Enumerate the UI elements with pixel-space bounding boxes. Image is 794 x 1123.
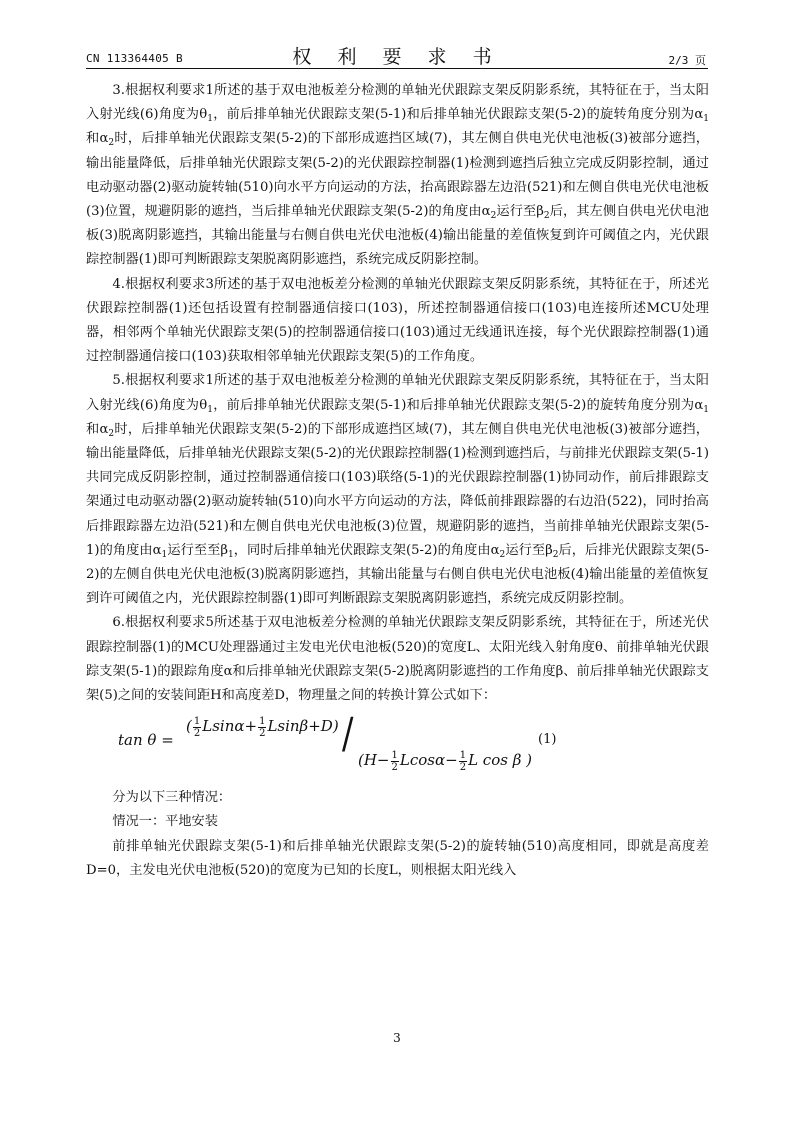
claim-3-sub-2: 1	[703, 114, 709, 125]
claim-5-sub-6: 2	[499, 549, 506, 560]
claim-5-text-1: 5.根据权利要求1所述的基于双电池板差分检测的单轴光伏跟踪支架反阴影系统，其特征在于，当太阳入射光线(6)角度为θ	[86, 373, 709, 413]
claim-3-sub-4: 2	[490, 211, 497, 222]
half-den-1: 2	[193, 727, 201, 739]
header-page-indicator: 2/3 页	[668, 54, 706, 67]
formula-num-open: (	[186, 717, 192, 736]
claim-6: 6.根据权利要求5所述基于双电池板差分检测的单轴光伏跟踪支架反阴影系统，其特征在于，所述光伏跟踪控制器(1)的MCU处理器通过主发电光伏电池板(520)的宽度L、太阳光线入射角度θ、前排单轴光伏跟踪支架(5-1)的跟踪角度α和后排单轴光伏跟踪支架(5-2)脱离阴影遮挡的工作角度β、前后排单轴光伏跟踪支架(5)之间的安装间距H和高度差D，物理量之间的转换计算公式如下：	[86, 615, 709, 704]
claim-5-text-5: 运行至至β	[167, 542, 228, 558]
claim-5-sub-4: 1	[161, 549, 168, 560]
header-title: 权 利 要 求 书	[292, 46, 502, 68]
formula-den-term-2: L cos β )	[468, 751, 532, 770]
half-den-2: 2	[259, 727, 266, 739]
claim-5-text-2: ，前后排单轴光伏跟踪支架(5-1)和后排单轴光伏跟踪支架(5-2)的旋转角度分别为α	[212, 397, 704, 413]
claim-3-text-3: 和α	[86, 131, 109, 147]
claim-5-text-8: 后，后排光伏跟踪支架(5-2)的左侧自供电光伏电池板(3)脱离阴影遮挡，其输出能量与右侧自供电光伏电池板(4)输出能量的差值恢复到许可阈值之内，光伏跟踪控制器(1)即可判断跟踪支架脱离阴影遮挡，系统完成反阴影控制。	[86, 542, 710, 607]
claim-4: 4.根据权利要求3所述的基于双电池板差分检测的单轴光伏跟踪支架反阴影系统，其特征在于，所述光伏跟踪控制器(1)还包括设置有控制器通信接口(103)，所述控制器通信接口(103)电连接所述MCU处理器，相邻两个单轴光伏跟踪支架(5)的控制器通信接口(103)通过无线通讯连接，每个光伏跟踪控制器(1)通过控制器通信接口(103)获取相邻单轴光伏跟踪支架(5)的工作角度。	[86, 276, 709, 365]
claim-5-text-7: 运行至β	[505, 542, 553, 558]
claim-3-text-1: 3.根据权利要求1所述的基于双电池板差分检测的单轴光伏跟踪支架反阴影系统，其特征在于，当太阳入射光线(6)角度为θ	[86, 83, 709, 123]
claim-5-sub-1: 1	[207, 404, 213, 415]
formula-num-term-1: Lsinα+	[202, 717, 258, 736]
case-one-heading: 情况一：平地安装	[112, 814, 218, 830]
claim-3-sub-5: 2	[543, 211, 550, 222]
claim-5-sub-3: 2	[108, 428, 115, 439]
claim-3-sub-3: 2	[108, 138, 115, 149]
claim-3-sub-1: 1	[207, 114, 213, 125]
claim-3-text-2: ，前后排单轴光伏跟踪支架(5-1)和后排单轴光伏跟踪支架(5-2)的旋转角度分别为α	[212, 107, 704, 123]
half-num-4: 1	[459, 749, 467, 761]
formula-half-3	[391, 750, 399, 773]
claims-body	[86, 79, 709, 883]
half-den-4: 2	[459, 761, 467, 773]
half-num-3: 1	[391, 749, 398, 761]
claim-3-text-5: 运行至β	[496, 204, 544, 220]
formula-half-1	[193, 716, 201, 739]
formula-divide-slash: /	[342, 709, 354, 760]
formula-number: (1)	[538, 732, 557, 748]
page-number: 3	[393, 1031, 401, 1045]
claim-5-text-6: ，同时后排单轴光伏跟踪支架(5-2)的角度由α	[233, 542, 500, 558]
claim-5-text-3: 和α	[86, 421, 109, 437]
formula-1	[86, 709, 709, 782]
formula-num-term-2: Lsinβ+D)	[267, 717, 339, 736]
claim-3-text-4: 时，后排单轴光伏跟踪支架(5-2)的下部形成遮挡区域(7)，其左侧自供电光伏电池板(3)被部分遮挡，输出能量降低，后排单轴光伏跟踪支架(5-2)的光伏跟踪控制器(1)检测到遮挡后独立完成反阴影控制，通过电动驱动器(2)驱动旋转轴(510)向水平方向运动的方法，抬高跟踪器左边沿(521)和左侧自供电光伏电池板(3)位置，规避阴影的遮挡，当后排单轴光伏跟踪支架(5-2)的角度由α	[86, 131, 709, 220]
claim-3-text-6: 后，其左侧自供电光伏电池板(3)脱离阴影遮挡，其输出能量与右侧自供电光伏电池板(4)输出能量的差值恢复到许可阈值之内，光伏跟踪控制器(1)即可判断跟踪支架脱离阴影遮挡，系统完成反阴影控制。	[86, 204, 709, 268]
claim-5-text-4: 时，后排单轴光伏跟踪支架(5-2)的下部形成遮挡区域(7)，其左侧自供电光伏电池板(3)被部分遮挡，输出能量降低，后排单轴光伏跟踪支架(5-2)的光伏跟踪控制器(1)检测到遮挡后，与前排光伏跟踪支架(5-1)共同完成反阴影控制，通过控制器通信接口(103)联络(5-1)的光伏跟踪控制器(1)协同动作，前后排跟踪支架通过电动驱动器(2)驱动旋转轴(510)向水平方向运动的方法，降低前排跟踪器的右边沿(522)，同时抬高后排跟踪器左边沿(521)和左侧自供电光伏电池板(3)位置，规避阴影的遮挡，当前排单轴光伏跟踪支架(5-1)的角度由α	[86, 421, 709, 558]
half-num-2: 1	[259, 715, 266, 727]
formula-den-term-1: Lcosα−	[399, 751, 458, 770]
half-den-3: 2	[391, 761, 398, 773]
claim-5	[86, 369, 709, 611]
formula-half-2	[258, 716, 266, 739]
cases-intro: 分为以下三种情况：	[112, 790, 232, 806]
claim-5-sub-2: 1	[703, 404, 709, 415]
formula-den-open: (H−	[358, 751, 390, 770]
formula-denominator	[358, 748, 532, 773]
claim-3	[86, 79, 709, 273]
formula-numerator	[186, 714, 339, 739]
claim-5-sub-5: 1	[227, 549, 234, 560]
formula-half-4	[459, 750, 467, 773]
header-rule	[86, 68, 708, 69]
case-one-text: 前排单轴光伏跟踪支架(5-1)和后排单轴光伏跟踪支架(5-2)的旋转轴(510)高度相同，即就是高度差D=0，主发电光伏电池板(520)的宽度为已知的长度L，则根据太阳光线入	[86, 838, 709, 878]
formula-lhs: tan θ =	[118, 731, 174, 750]
half-num-1: 1	[193, 715, 201, 727]
header-patent-number: CN 113364405 B	[86, 52, 183, 65]
claim-5-sub-7: 2	[552, 549, 559, 560]
